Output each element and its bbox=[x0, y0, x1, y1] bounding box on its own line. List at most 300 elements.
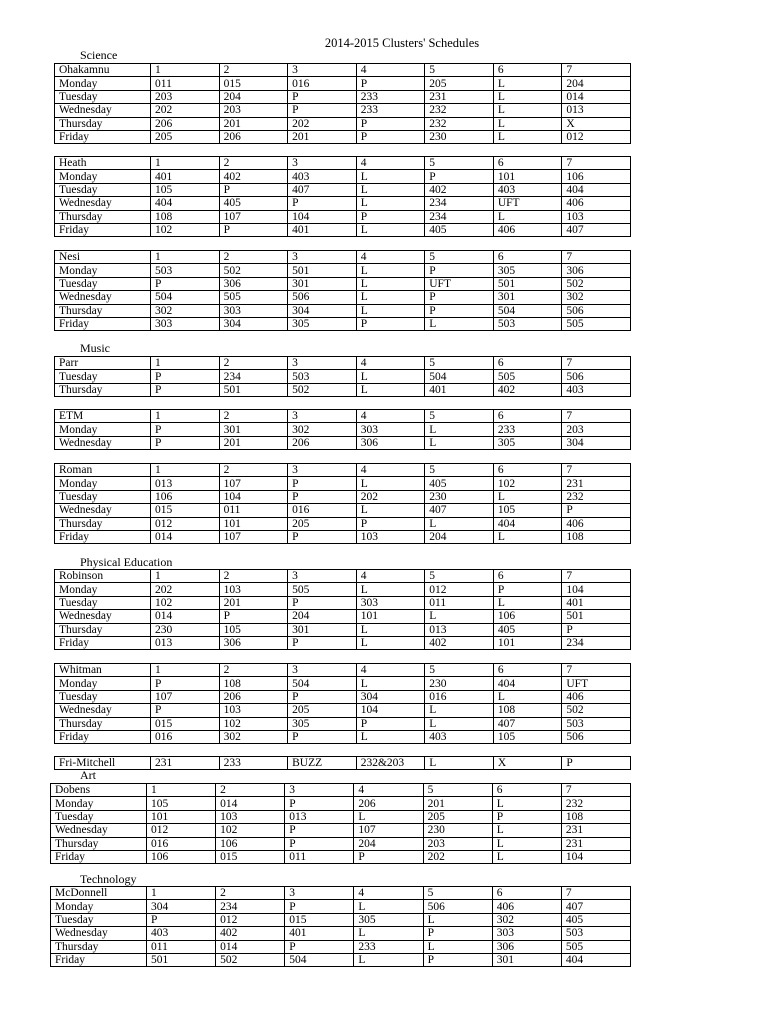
period-header: 7 bbox=[562, 570, 631, 583]
period-header: 6 bbox=[493, 570, 562, 583]
schedule-cell: L bbox=[493, 77, 562, 90]
schedule-cell: 407 bbox=[425, 504, 494, 517]
day-label: Thursday bbox=[55, 517, 151, 530]
schedule-cell: 231 bbox=[561, 824, 630, 837]
schedule-cell: 404 bbox=[151, 197, 220, 210]
schedule-cell: 506 bbox=[562, 730, 631, 743]
schedule-cell: 304 bbox=[562, 436, 631, 449]
schedule-cell: 014 bbox=[562, 90, 631, 103]
period-header: 4 bbox=[356, 157, 425, 170]
schedule-cell: P bbox=[288, 104, 357, 117]
schedule-cell: 302 bbox=[562, 291, 631, 304]
schedule-cell: L bbox=[425, 517, 494, 530]
schedule-cell: 504 bbox=[493, 304, 562, 317]
schedule-cell: 234 bbox=[562, 636, 631, 649]
day-label: Thursday bbox=[55, 623, 151, 636]
table-row bbox=[55, 370, 631, 383]
day-label: Tuesday bbox=[55, 690, 151, 703]
schedule-cell: L bbox=[356, 370, 425, 383]
schedule-cell: 403 bbox=[493, 183, 562, 196]
header-row bbox=[55, 570, 631, 583]
schedule-cell: 106 bbox=[147, 850, 216, 863]
table-row bbox=[55, 104, 631, 117]
day-label: Monday bbox=[51, 900, 147, 913]
header-row bbox=[55, 410, 631, 423]
table-row bbox=[55, 117, 631, 130]
schedule-cell: P bbox=[219, 183, 288, 196]
day-label: Thursday bbox=[55, 210, 151, 223]
schedule-cell: L bbox=[354, 927, 423, 940]
schedule-cell: 502 bbox=[216, 953, 285, 966]
schedule-cell: 104 bbox=[562, 583, 631, 596]
teacher-name: ETM bbox=[55, 410, 151, 423]
schedule-cell: 504 bbox=[288, 677, 357, 690]
schedule-cell: 301 bbox=[493, 291, 562, 304]
schedule-cell: 301 bbox=[219, 423, 288, 436]
schedule-table-nesi bbox=[54, 250, 631, 331]
teacher-name: Parr bbox=[55, 357, 151, 370]
day-label: Monday bbox=[55, 583, 151, 596]
period-header: 4 bbox=[356, 410, 425, 423]
schedule-cell: 204 bbox=[425, 530, 494, 543]
schedule-cell: P bbox=[151, 704, 220, 717]
schedule-cell: 502 bbox=[562, 704, 631, 717]
day-label: Wednesday bbox=[55, 504, 151, 517]
schedule-cell: L bbox=[492, 797, 561, 810]
schedule-cell: 232 bbox=[562, 490, 631, 503]
period-header: 3 bbox=[288, 64, 357, 77]
schedule-cell: P bbox=[288, 197, 357, 210]
schedule-cell: 305 bbox=[493, 436, 562, 449]
schedule-cell: P bbox=[288, 636, 357, 649]
schedule-cell: 203 bbox=[219, 104, 288, 117]
day-label: Friday bbox=[55, 530, 151, 543]
schedule-cell: 102 bbox=[493, 477, 562, 490]
schedule-table-roman bbox=[54, 463, 631, 544]
header-row bbox=[55, 157, 631, 170]
schedule-cell: L bbox=[356, 504, 425, 517]
schedule-cell: 230 bbox=[425, 490, 494, 503]
schedule-cell: 104 bbox=[561, 850, 630, 863]
table-row bbox=[55, 596, 631, 609]
schedule-cell: 401 bbox=[285, 927, 354, 940]
schedule-cell: UFT bbox=[562, 677, 631, 690]
period-header: L bbox=[425, 757, 494, 770]
schedule-cell: 101 bbox=[493, 170, 562, 183]
period-header: 6 bbox=[493, 410, 562, 423]
schedule-table-robinson bbox=[54, 569, 631, 650]
schedule-cell: 013 bbox=[151, 477, 220, 490]
schedule-cell: 232 bbox=[425, 104, 494, 117]
document-title: 2014-2015 Clusters' Schedules bbox=[324, 36, 480, 50]
schedule-cell: 232 bbox=[561, 797, 630, 810]
period-header: 4 bbox=[356, 664, 425, 677]
period-header: 1 bbox=[151, 251, 220, 264]
schedule-cell: 011 bbox=[425, 596, 494, 609]
schedule-cell: 303 bbox=[356, 596, 425, 609]
schedule-table-fri-mitchell bbox=[54, 756, 631, 770]
table-row bbox=[51, 810, 631, 823]
schedule-cell: 306 bbox=[219, 277, 288, 290]
teacher-name: Heath bbox=[55, 157, 151, 170]
table-row bbox=[55, 636, 631, 649]
period-header: 231 bbox=[151, 757, 220, 770]
schedule-cell: L bbox=[423, 913, 492, 926]
schedule-cell: 304 bbox=[147, 900, 216, 913]
schedule-cell: L bbox=[356, 170, 425, 183]
schedule-cell: 406 bbox=[492, 900, 561, 913]
schedule-cell: P bbox=[151, 436, 220, 449]
day-label: Wednesday bbox=[55, 436, 151, 449]
schedule-cell: 404 bbox=[493, 517, 562, 530]
period-header: 5 bbox=[425, 410, 494, 423]
day-label: Tuesday bbox=[55, 370, 151, 383]
schedule-cell: 304 bbox=[288, 304, 357, 317]
period-header: 6 bbox=[493, 157, 562, 170]
schedule-cell: 506 bbox=[562, 304, 631, 317]
schedule-cell: P bbox=[151, 370, 220, 383]
period-header: 4 bbox=[356, 357, 425, 370]
schedule-cell: 202 bbox=[288, 117, 357, 130]
schedule-cell: 013 bbox=[285, 810, 354, 823]
schedule-cell: 205 bbox=[288, 517, 357, 530]
day-label: Wednesday bbox=[55, 197, 151, 210]
schedule-cell: 016 bbox=[288, 504, 357, 517]
table-row bbox=[55, 210, 631, 223]
schedule-cell: 503 bbox=[562, 717, 631, 730]
table-row bbox=[51, 953, 631, 966]
schedule-cell: 502 bbox=[562, 277, 631, 290]
teacher-name: Robinson bbox=[55, 570, 151, 583]
schedule-cell: P bbox=[562, 504, 631, 517]
period-header: 6 bbox=[492, 784, 561, 797]
period-header: 5 bbox=[425, 464, 494, 477]
schedule-cell: 102 bbox=[151, 596, 220, 609]
schedule-cell: 105 bbox=[151, 183, 220, 196]
period-header: 1 bbox=[151, 64, 220, 77]
schedule-cell: 013 bbox=[562, 104, 631, 117]
schedule-cell: P bbox=[288, 90, 357, 103]
schedule-cell: 505 bbox=[288, 583, 357, 596]
schedule-cell: 503 bbox=[493, 317, 562, 330]
schedule-cell: L bbox=[356, 383, 425, 396]
day-label: Tuesday bbox=[55, 490, 151, 503]
period-header: 2 bbox=[219, 464, 288, 477]
schedule-cell: 231 bbox=[562, 477, 631, 490]
day-label: Thursday bbox=[55, 383, 151, 396]
schedule-cell: L bbox=[425, 423, 494, 436]
day-label: Friday bbox=[55, 317, 151, 330]
day-label: Friday bbox=[51, 953, 147, 966]
schedule-cell: 233 bbox=[354, 940, 423, 953]
schedule-cell: 402 bbox=[216, 927, 285, 940]
day-label: Friday bbox=[55, 636, 151, 649]
schedule-cell: 406 bbox=[562, 197, 631, 210]
schedule-cell: 206 bbox=[151, 117, 220, 130]
schedule-cell: 506 bbox=[562, 370, 631, 383]
day-label: Wednesday bbox=[55, 291, 151, 304]
schedule-cell: 304 bbox=[219, 317, 288, 330]
day-label: Monday bbox=[55, 77, 151, 90]
day-label: Friday bbox=[55, 130, 151, 143]
period-header: 2 bbox=[219, 570, 288, 583]
schedule-cell: 107 bbox=[219, 210, 288, 223]
schedule-cell: 402 bbox=[425, 636, 494, 649]
period-header: 3 bbox=[288, 664, 357, 677]
header-row bbox=[55, 64, 631, 77]
schedule-cell: 102 bbox=[151, 223, 220, 236]
schedule-cell: P bbox=[288, 530, 357, 543]
period-header: 2 bbox=[219, 64, 288, 77]
schedule-cell: 015 bbox=[151, 717, 220, 730]
schedule-cell: 103 bbox=[562, 210, 631, 223]
period-header: 2 bbox=[219, 410, 288, 423]
day-label: Tuesday bbox=[55, 596, 151, 609]
schedule-cell: L bbox=[493, 210, 562, 223]
table-row bbox=[55, 690, 631, 703]
schedule-cell: L bbox=[493, 530, 562, 543]
schedule-cell: 204 bbox=[288, 610, 357, 623]
schedule-cell: 206 bbox=[219, 130, 288, 143]
schedule-cell: 201 bbox=[423, 797, 492, 810]
schedule-cell: 230 bbox=[151, 623, 220, 636]
period-header: 1 bbox=[147, 784, 216, 797]
schedule-cell: P bbox=[356, 130, 425, 143]
schedule-cell: 503 bbox=[561, 927, 630, 940]
period-header: 7 bbox=[562, 157, 631, 170]
schedule-cell: 101 bbox=[356, 610, 425, 623]
schedule-cell: 506 bbox=[423, 900, 492, 913]
schedule-cell: P bbox=[354, 850, 423, 863]
schedule-cell: P bbox=[288, 596, 357, 609]
table-row bbox=[55, 291, 631, 304]
schedule-cell: 014 bbox=[151, 610, 220, 623]
period-header: 7 bbox=[562, 251, 631, 264]
day-label: Wednesday bbox=[51, 927, 147, 940]
schedule-cell: 234 bbox=[219, 370, 288, 383]
schedule-cell: 201 bbox=[219, 436, 288, 449]
schedule-cell: 204 bbox=[562, 77, 631, 90]
period-header: 6 bbox=[493, 251, 562, 264]
schedule-cell: 016 bbox=[151, 730, 220, 743]
schedule-cell: 405 bbox=[219, 197, 288, 210]
schedule-cell: 013 bbox=[425, 623, 494, 636]
schedule-cell: P bbox=[288, 690, 357, 703]
schedule-cell: L bbox=[493, 130, 562, 143]
table-row bbox=[51, 940, 631, 953]
schedule-cell: P bbox=[356, 317, 425, 330]
schedule-cell: 301 bbox=[492, 953, 561, 966]
schedule-cell: 403 bbox=[147, 927, 216, 940]
schedule-cell: 234 bbox=[425, 210, 494, 223]
day-label: Wednesday bbox=[55, 104, 151, 117]
schedule-cell: 012 bbox=[216, 913, 285, 926]
period-header: 5 bbox=[425, 570, 494, 583]
schedule-cell: 107 bbox=[219, 530, 288, 543]
schedule-cell: 401 bbox=[425, 383, 494, 396]
period-header: 5 bbox=[425, 664, 494, 677]
schedule-cell: 012 bbox=[425, 583, 494, 596]
schedule-cell: L bbox=[425, 610, 494, 623]
schedule-cell: 011 bbox=[219, 504, 288, 517]
day-label: Monday bbox=[55, 264, 151, 277]
schedule-cell: P bbox=[285, 940, 354, 953]
header-row bbox=[55, 357, 631, 370]
schedule-cell: 102 bbox=[216, 824, 285, 837]
period-header: 3 bbox=[288, 157, 357, 170]
period-header: 4 bbox=[356, 570, 425, 583]
period-header: 6 bbox=[493, 664, 562, 677]
schedule-cell: 204 bbox=[219, 90, 288, 103]
schedule-cell: P bbox=[425, 291, 494, 304]
schedule-cell: 305 bbox=[288, 317, 357, 330]
schedule-cell: 302 bbox=[288, 423, 357, 436]
schedule-cell: 102 bbox=[219, 717, 288, 730]
schedule-cell: 015 bbox=[285, 913, 354, 926]
period-header: 233 bbox=[219, 757, 288, 770]
schedule-cell: 107 bbox=[219, 477, 288, 490]
schedule-cell: P bbox=[285, 824, 354, 837]
schedule-cell: L bbox=[492, 837, 561, 850]
schedule-cell: 105 bbox=[219, 623, 288, 636]
day-label: Thursday bbox=[51, 940, 147, 953]
schedule-cell: 501 bbox=[562, 610, 631, 623]
period-header: P bbox=[562, 757, 631, 770]
header-row bbox=[55, 251, 631, 264]
table-row bbox=[55, 677, 631, 690]
schedule-cell: 204 bbox=[354, 837, 423, 850]
period-header: 7 bbox=[562, 357, 631, 370]
schedule-cell: P bbox=[285, 837, 354, 850]
schedule-cell: L bbox=[354, 900, 423, 913]
schedule-cell: P bbox=[219, 610, 288, 623]
schedule-cell: P bbox=[356, 517, 425, 530]
schedule-cell: 301 bbox=[288, 623, 357, 636]
schedule-cell: 014 bbox=[151, 530, 220, 543]
schedule-cell: 103 bbox=[216, 810, 285, 823]
period-header: 4 bbox=[356, 464, 425, 477]
table-row bbox=[55, 170, 631, 183]
schedule-cell: 105 bbox=[493, 504, 562, 517]
schedule-cell: 104 bbox=[288, 210, 357, 223]
schedule-cell: L bbox=[356, 197, 425, 210]
table-row bbox=[55, 197, 631, 210]
day-label: Wednesday bbox=[55, 610, 151, 623]
schedule-cell: L bbox=[425, 717, 494, 730]
day-label: Monday bbox=[55, 423, 151, 436]
schedule-cell: 402 bbox=[493, 383, 562, 396]
table-row bbox=[55, 423, 631, 436]
schedule-cell: L bbox=[493, 90, 562, 103]
header-row bbox=[51, 784, 631, 797]
schedule-cell: 011 bbox=[285, 850, 354, 863]
schedule-cell: P bbox=[356, 210, 425, 223]
section-label-technology: Technology bbox=[80, 872, 137, 886]
table-row bbox=[55, 517, 631, 530]
schedule-cell: 101 bbox=[147, 810, 216, 823]
schedule-cell: L bbox=[356, 623, 425, 636]
schedule-cell: 406 bbox=[562, 517, 631, 530]
table-row bbox=[55, 77, 631, 90]
schedule-cell: P bbox=[151, 277, 220, 290]
schedule-cell: 012 bbox=[147, 824, 216, 837]
schedule-cell: 504 bbox=[285, 953, 354, 966]
day-label: Tuesday bbox=[55, 277, 151, 290]
schedule-cell: 405 bbox=[493, 623, 562, 636]
schedule-cell: 202 bbox=[423, 850, 492, 863]
table-row bbox=[55, 304, 631, 317]
period-header: 3 bbox=[288, 357, 357, 370]
day-label: Friday bbox=[51, 850, 147, 863]
schedule-cell: 402 bbox=[425, 183, 494, 196]
schedule-cell: 202 bbox=[151, 583, 220, 596]
table-row bbox=[55, 277, 631, 290]
day-label: Tuesday bbox=[55, 90, 151, 103]
schedule-cell: 406 bbox=[562, 690, 631, 703]
schedule-cell: 403 bbox=[288, 170, 357, 183]
table-row bbox=[55, 223, 631, 236]
period-header: 1 bbox=[147, 887, 216, 900]
schedule-cell: 015 bbox=[219, 77, 288, 90]
schedule-cell: L bbox=[493, 117, 562, 130]
schedule-cell: L bbox=[493, 596, 562, 609]
schedule-cell: P bbox=[147, 913, 216, 926]
table-row bbox=[55, 90, 631, 103]
schedule-cell: 503 bbox=[288, 370, 357, 383]
teacher-name: Ohakamnu bbox=[55, 64, 151, 77]
schedule-cell: 303 bbox=[356, 423, 425, 436]
schedule-cell: L bbox=[356, 183, 425, 196]
schedule-cell: 011 bbox=[151, 77, 220, 90]
schedule-cell: 233 bbox=[493, 423, 562, 436]
schedule-cell: 303 bbox=[219, 304, 288, 317]
day-label: Monday bbox=[55, 170, 151, 183]
period-header: 3 bbox=[285, 784, 354, 797]
schedule-cell: 206 bbox=[288, 436, 357, 449]
schedule-cell: 504 bbox=[425, 370, 494, 383]
schedule-cell: 015 bbox=[216, 850, 285, 863]
schedule-cell: 016 bbox=[147, 837, 216, 850]
period-header: 1 bbox=[151, 664, 220, 677]
schedule-cell: 403 bbox=[425, 730, 494, 743]
schedule-cell: 306 bbox=[492, 940, 561, 953]
schedule-cell: 231 bbox=[561, 837, 630, 850]
teacher-name: Roman bbox=[55, 464, 151, 477]
schedule-cell: 205 bbox=[425, 77, 494, 90]
day-label: Friday bbox=[55, 223, 151, 236]
schedule-cell: 502 bbox=[288, 383, 357, 396]
period-header: 5 bbox=[425, 157, 494, 170]
schedule-cell: 503 bbox=[151, 264, 220, 277]
schedule-cell: 306 bbox=[219, 636, 288, 649]
schedule-cell: 201 bbox=[219, 117, 288, 130]
schedule-cell: 108 bbox=[562, 530, 631, 543]
schedule-cell: 406 bbox=[493, 223, 562, 236]
table-row bbox=[51, 797, 631, 810]
schedule-cell: 505 bbox=[219, 291, 288, 304]
table-row bbox=[55, 623, 631, 636]
table-row bbox=[51, 927, 631, 940]
table-row bbox=[55, 490, 631, 503]
schedule-cell: 104 bbox=[356, 704, 425, 717]
schedule-cell: 012 bbox=[151, 517, 220, 530]
schedule-cell: 201 bbox=[219, 596, 288, 609]
table-row bbox=[55, 530, 631, 543]
schedule-cell: UFT bbox=[425, 277, 494, 290]
period-header: 6 bbox=[492, 887, 561, 900]
schedule-cell: 303 bbox=[492, 927, 561, 940]
schedule-cell: 306 bbox=[356, 436, 425, 449]
